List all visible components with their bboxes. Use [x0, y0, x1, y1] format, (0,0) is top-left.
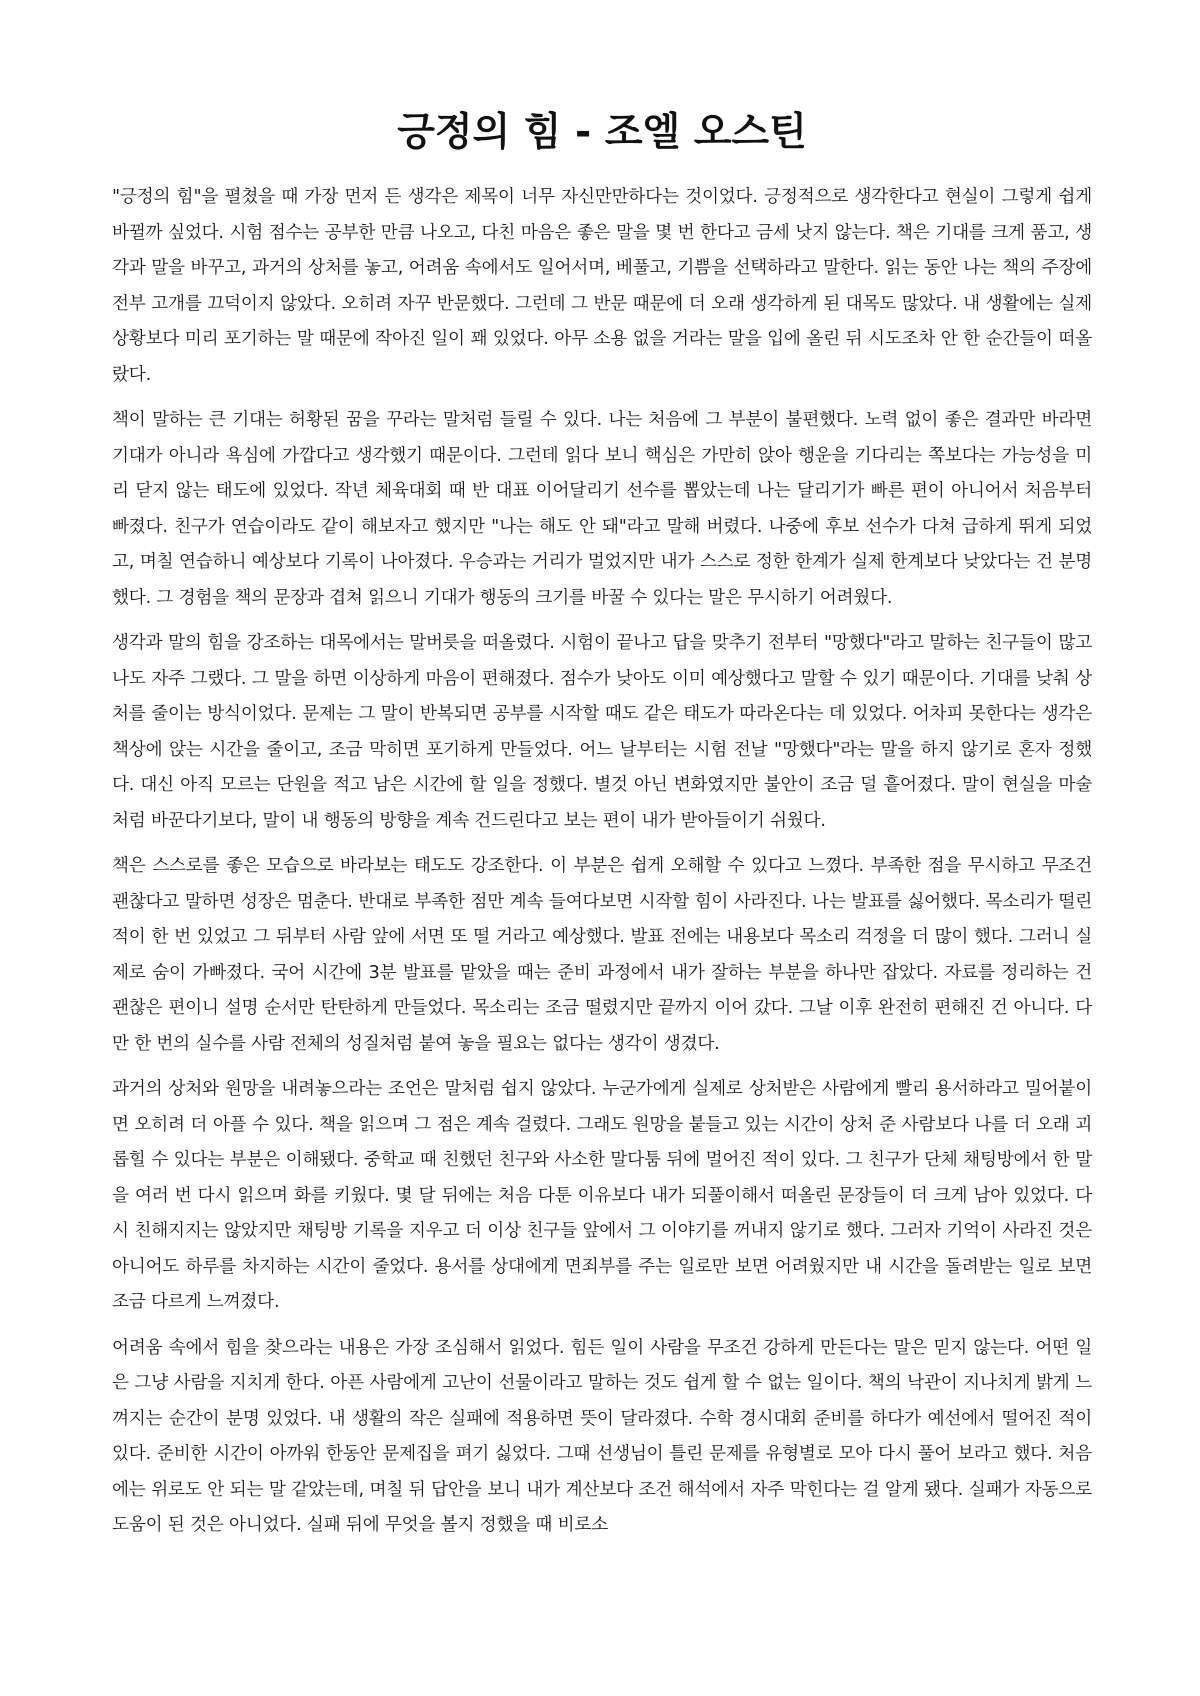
document-title: 긍정의 힘 - 조엘 오스틴 [397, 110, 807, 155]
paragraph-4: 책은 스스로를 좋은 모습으로 바라보는 태도도 강조한다. 이 부분은 쉽게 오해할 수 있다고 느꼈다. 부족한 점을 무시하고 무조건 괜찮다고 말하면 성장은 멈춘다. 반대로 부족한 점만 계속 들여다보면 시작할 힘이 사라진다. 나는 발표를 싫어했다. 목소리가 떨린 적이 한 번 있었고 그 뒤부터 사람 앞에 서면 또 떨 거라고 예상했다. 발표 전에는 내용보다 목소리 걱정을 더 많이 했다. 그러니 실제로 숨이 가빠졌다. 국어 시간에 3분 발표를 맡았을 때는 준비 과정에서 내가 잘하는 부분을 하나만 잡았다. 자료를 정리하는 건 괜찮은 편이니 설명 순서만 탄탄하게 만들었다. 목소리는 조금 떨렸지만 끝까지 이어 갔다. 그날 이후 완전히 편해진 건 아니다. 다만 한 번의 실수를 사람 전체의 성질처럼 붙여 놓을 필요는 없다는 생각이 생겼다. [112, 856, 1092, 1054]
paragraph-3: 생각과 말의 힘을 강조하는 대목에서는 말버릇을 떠올렸다. 시험이 끝나고 답을 맞추기 전부터 "망했다"라고 말하는 친구들이 많고 나도 자주 그랬다. 그 말을 하면 이상하게 마음이 편해졌다. 점수가 낮아도 이미 예상했다고 말할 수 있기 때문이다. 기대를 낮춰 상처를 줄이는 방식이었다. 문제는 그 말이 반복되면 공부를 시작할 때도 같은 태도가 따라온다는 데 있었다. 어차피 못한다는 생각은 책상에 앉는 시간을 줄이고, 조금 막히면 포기하게 만들었다. 어느 날부터는 시험 전날 "망했다"라는 말을 하지 않기로 혼자 정했다. 대신 아직 모르는 단원을 적고 남은 시간에 할 일을 정했다. 별것 아닌 변화였지만 불안이 조금 덜 흩어졌다. 말이 현실을 마술처럼 바꾼다기보다, 말이 내 행동의 방향을 계속 건드린다고 보는 편이 내가 받아들이기 쉬웠다. [112, 633, 1092, 831]
paragraph-2: 책이 말하는 큰 기대는 허황된 꿈을 꾸라는 말처럼 들릴 수 있다. 나는 처음에 그 부분이 불편했다. 노력 없이 좋은 결과만 바라면 기대가 아니라 욕심에 가깝다고 생각했기 때문이다. 그런데 읽다 보니 핵심은 가만히 앉아 행운을 기다리는 쪽보다는 가능성을 미리 닫지 않는 태도에 있었다. 작년 체육대회 때 반 대표 이어달리기 선수를 뽑았는데 나는 달리기가 빠른 편이 아니어서 처음부터 빠졌다. 친구가 연습이라도 같이 해보자고 했지만 "나는 해도 안 돼"라고 말해 버렸다. 나중에 후보 선수가 다쳐 급하게 뛰게 되었고, 며칠 연습하니 예상보다 기록이 나아졌다. 우승과는 거리가 멀었지만 내가 스스로 정한 한계가 실제 한계보다 낮았다는 건 분명했다. 그 경험을 책의 문장과 겹쳐 읽으니 기대가 행동의 크기를 바꿀 수 있다는 말은 무시하기 어려웠다. [112, 410, 1092, 608]
paragraph-1: "긍정의 힘"을 펼쳤을 때 가장 먼저 든 생각은 제목이 너무 자신만만하다는 것이었다. 긍정적으로 생각한다고 현실이 그렇게 쉽게 바뀔까 싶었다. 시험 점수는 공부한 만큼 나오고, 다친 마음은 좋은 말을 몇 번 한다고 금세 낫지 않는다. 책은 기대를 크게 품고, 생각과 말을 바꾸고, 과거의 상처를 놓고, 어려움 속에서도 일어서며, 베풀고, 기쁨을 선택하라고 말한다. 읽는 동안 나는 책의 주장에 전부 고개를 끄덕이지 않았다. 오히려 자꾸 반문했다. 그런데 그 반문 때문에 더 오래 생각하게 된 대목도 많았다. 내 생활에는 실제 상황보다 미리 포기하는 말 때문에 작아진 일이 꽤 있었다. 아무 소용 없을 거라는 말을 입에 올린 뒤 시도조차 안 한 순간들이 떠올랐다. [112, 187, 1092, 385]
paragraph-5: 과거의 상처와 원망을 내려놓으라는 조언은 말처럼 쉽지 않았다. 누군가에게 실제로 상처받은 사람에게 빨리 용서하라고 밀어붙이면 오히려 더 아플 수 있다. 책을 읽으며 그 점은 계속 걸렸다. 그래도 원망을 붙들고 있는 시간이 상처 준 사람보다 나를 더 오래 괴롭힐 수 있다는 부분은 이해됐다. 중학교 때 친했던 친구와 사소한 말다툼 뒤에 멀어진 적이 있다. 그 친구가 단체 채팅방에서 한 말을 여러 번 다시 읽으며 화를 키웠다. 몇 달 뒤에는 처음 다툰 이유보다 내가 되풀이해서 떠올린 문장들이 더 크게 남아 있었다. 다시 친해지지는 않았지만 채팅방 기록을 지우고 더 이상 친구들 앞에서 그 이야기를 꺼내지 않기로 했다. 그러자 기억이 사라진 것은 아니어도 하루를 차지하는 시간이 줄었다. 용서를 상대에게 면죄부를 주는 일로만 보면 어려웠지만 내 시간을 돌려받는 일로 보면 조금 다르게 느껴졌다. [112, 1079, 1092, 1312]
paragraph-6: 어려움 속에서 힘을 찾으라는 내용은 가장 조심해서 읽었다. 힘든 일이 사람을 무조건 강하게 만든다는 말은 믿지 않는다. 어떤 일은 그냥 사람을 지치게 한다. 아픈 사람에게 고난이 선물이라고 말하는 것도 쉽게 할 수 없는 일이다. 책의 낙관이 지나치게 밝게 느껴지는 순간이 분명 있었다. 내 생활의 작은 실패에 적용하면 뜻이 달라졌다. 수학 경시대회 준비를 하다가 예선에서 떨어진 적이 있다. 준비한 시간이 아까워 한동안 문제집을 펴기 싫었다. 그때 선생님이 틀린 문제를 유형별로 모아 다시 풀어 보라고 했다. 처음에는 위로도 안 되는 말 같았는데, 며칠 뒤 답안을 보니 내가 계산보다 조건 해석에서 자주 막힌다는 걸 알게 됐다. 실패가 자동으로 도움이 된 것은 아니었다. 실패 뒤에 무엇을 볼지 정했을 때 비로소 [112, 1337, 1092, 1535]
